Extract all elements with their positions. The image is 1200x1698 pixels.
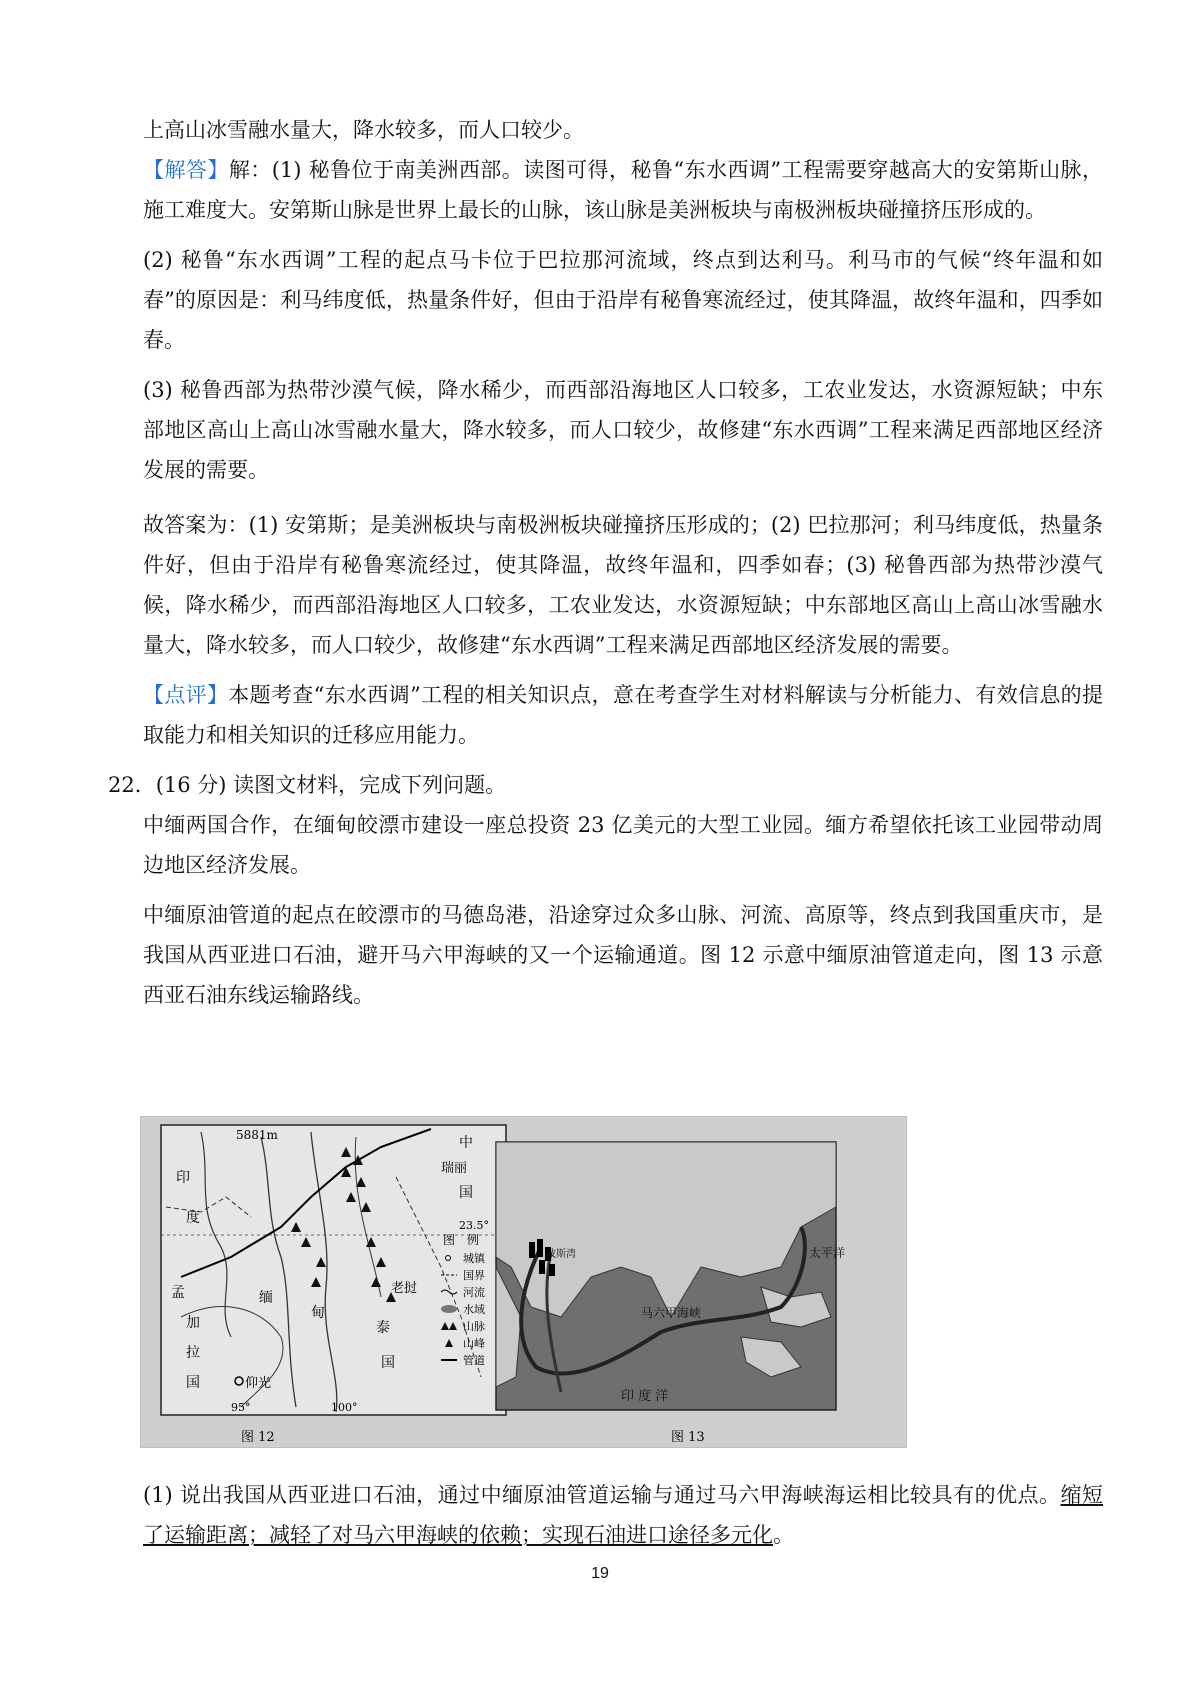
fig12-latitude: 23.5° <box>459 1219 489 1232</box>
fig13-label-indian-ocean: 印 度 洋 <box>621 1389 669 1404</box>
paragraph-answer: 故答案为：(1) 安第斯；是美洲板块与南极洲板块碰撞挤压形成的；(2) 巴拉那河；利马纬度低，热量条件好，但由于沿岸有秘鲁寒流经过，使其降温，故终年温和，四季如春；(3) 秘鲁西部为热带沙漠气候，降水稀少，而西部沿海地区人口较多，工农业发达，水资源短缺；中东部地区高山上高山冰雪融水量大，降水较多，而人口较少，故修建“东水西调”工程来满足西部地区经济发展的需要。 <box>143 513 1103 657</box>
sub1-end: 。 <box>773 1523 794 1547</box>
question-22-sub1 <box>143 1475 1103 1555</box>
jieda-tag: 【解答】 <box>143 158 229 182</box>
jieda-text: 解：(1) 秘鲁位于南美洲西部。读图可得，秘鲁“东水西调”工程需要穿越高大的安第斯山脉，施工难度大。安第斯山脉是世界上最长的山脉，该山脉是美洲板块与南极洲板块碰撞挤压形成的。 <box>143 158 1103 222</box>
fig12-legend-item: 山峰 <box>463 1337 485 1350</box>
fig12-label-china-1: 中 <box>459 1135 473 1151</box>
fig12-legend-item: 国界 <box>463 1269 485 1282</box>
maps-figure <box>140 1116 907 1448</box>
fig12-label-bangla-3: 拉 <box>186 1345 200 1361</box>
sub1-answer: 缩短了运输距离；减轻了对马六甲海峡的依赖；实现石油进口途径多元化 <box>143 1483 1104 1547</box>
fig12-label-myanmar-2: 甸 <box>311 1305 325 1321</box>
material-1: 中缅两国合作，在缅甸皎漂市建设一座总投资 23 亿美元的大型工业园。缅方希望依托该工业园带动周边地区经济发展。 <box>143 813 1103 877</box>
fig13-caption: 图 13 <box>671 1430 705 1445</box>
fig12-label-bangla-2: 加 <box>186 1315 200 1331</box>
fig13-label-gulf: 波斯湾 <box>546 1249 576 1260</box>
fig12-label-thailand-1: 泰 <box>376 1320 390 1336</box>
fig12-legend-item: 山脉 <box>463 1320 485 1333</box>
dianping-tag: 【点评】 <box>143 683 229 707</box>
fig12-legend-item: 管道 <box>463 1354 485 1367</box>
fig12-label-bangla-4: 国 <box>186 1375 200 1391</box>
figure-13-map <box>496 1142 845 1445</box>
material-2: 中缅原油管道的起点在皎漂市的马德岛港，沿途穿过众多山脉、河流、高原等，终点到我国重庆市，是我国从西亚进口石油，避开马六甲海峡的又一个运输通道。图 12 示意中缅原油管道走向，图 13 示意西亚石油东线运输路线。 <box>143 903 1103 1007</box>
fig12-label-yangon: 仰光 <box>245 1376 272 1391</box>
page-number: 19 <box>591 1565 609 1582</box>
figure-12-map <box>161 1125 506 1445</box>
paragraph-sub3: (3) 秘鲁西部为热带沙漠气候，降水稀少，而西部沿海地区人口较多，工农业发达，水资源短缺；中东部地区高山上高山冰雪融水量大，降水较多，而人口较少，故修建“东水西调”工程来满足西部地区经济发展的需要。 <box>143 378 1103 482</box>
paragraph-jieda <box>143 150 1103 230</box>
fig12-longitude-100: 100° <box>331 1401 358 1414</box>
question-22-header: 22．(16 分) 读图文材料，完成下列问题。 <box>108 773 507 797</box>
fig12-legend-item: 河流 <box>463 1286 485 1299</box>
fig12-legend-title: 图 例 <box>443 1233 480 1247</box>
fig12-label-ruili: 瑞丽 <box>441 1161 468 1176</box>
fig12-label-laos: 老挝 <box>391 1281 418 1296</box>
fig12-label-thailand-2: 国 <box>381 1355 395 1371</box>
fig12-caption: 图 12 <box>241 1430 275 1445</box>
fig12-label-myanmar-1: 缅 <box>259 1290 273 1306</box>
paragraph-dianping <box>143 675 1103 755</box>
fig12-label-india-2: 度 <box>186 1210 200 1226</box>
fig12-elevation: 5881m <box>236 1128 278 1142</box>
fig12-label-bangla-1: 孟 <box>171 1285 185 1301</box>
sub1-question: (1) 说出我国从西亚进口石油，通过中缅原油管道运输与通过马六甲海峡海运相比较具有的优点。 <box>143 1483 1061 1507</box>
fig12-legend-item: 水域 <box>463 1303 485 1316</box>
paragraph-sub2: (2) 秘鲁“东水西调”工程的起点马卡位于巴拉那河流域，终点到达利马。利马市的气候“终年温和如春”的原因是：利马纬度低，热量条件好，但由于沿岸有秘鲁寒流经过，使其降温，故终年温和，四季如春。 <box>143 248 1103 352</box>
fig13-label-pacific: 太平洋 <box>809 1246 846 1260</box>
fig12-label-india-1: 印 <box>176 1170 190 1186</box>
fig12-longitude-95: 95° <box>231 1401 251 1414</box>
dianping-text: 本题考查“东水西调”工程的相关知识点，意在考查学生对材料解读与分析能力、有效信息的提取能力和相关知识的迁移应用能力。 <box>143 683 1104 747</box>
fig12-label-china-2: 国 <box>459 1185 473 1201</box>
fig13-label-malacca: 马六甲海峡 <box>641 1306 702 1320</box>
fig12-legend-item: 城镇 <box>463 1252 485 1265</box>
paragraph-intro-tail: 上高山冰雪融水量大，降水较多，而人口较少。 <box>143 118 584 142</box>
